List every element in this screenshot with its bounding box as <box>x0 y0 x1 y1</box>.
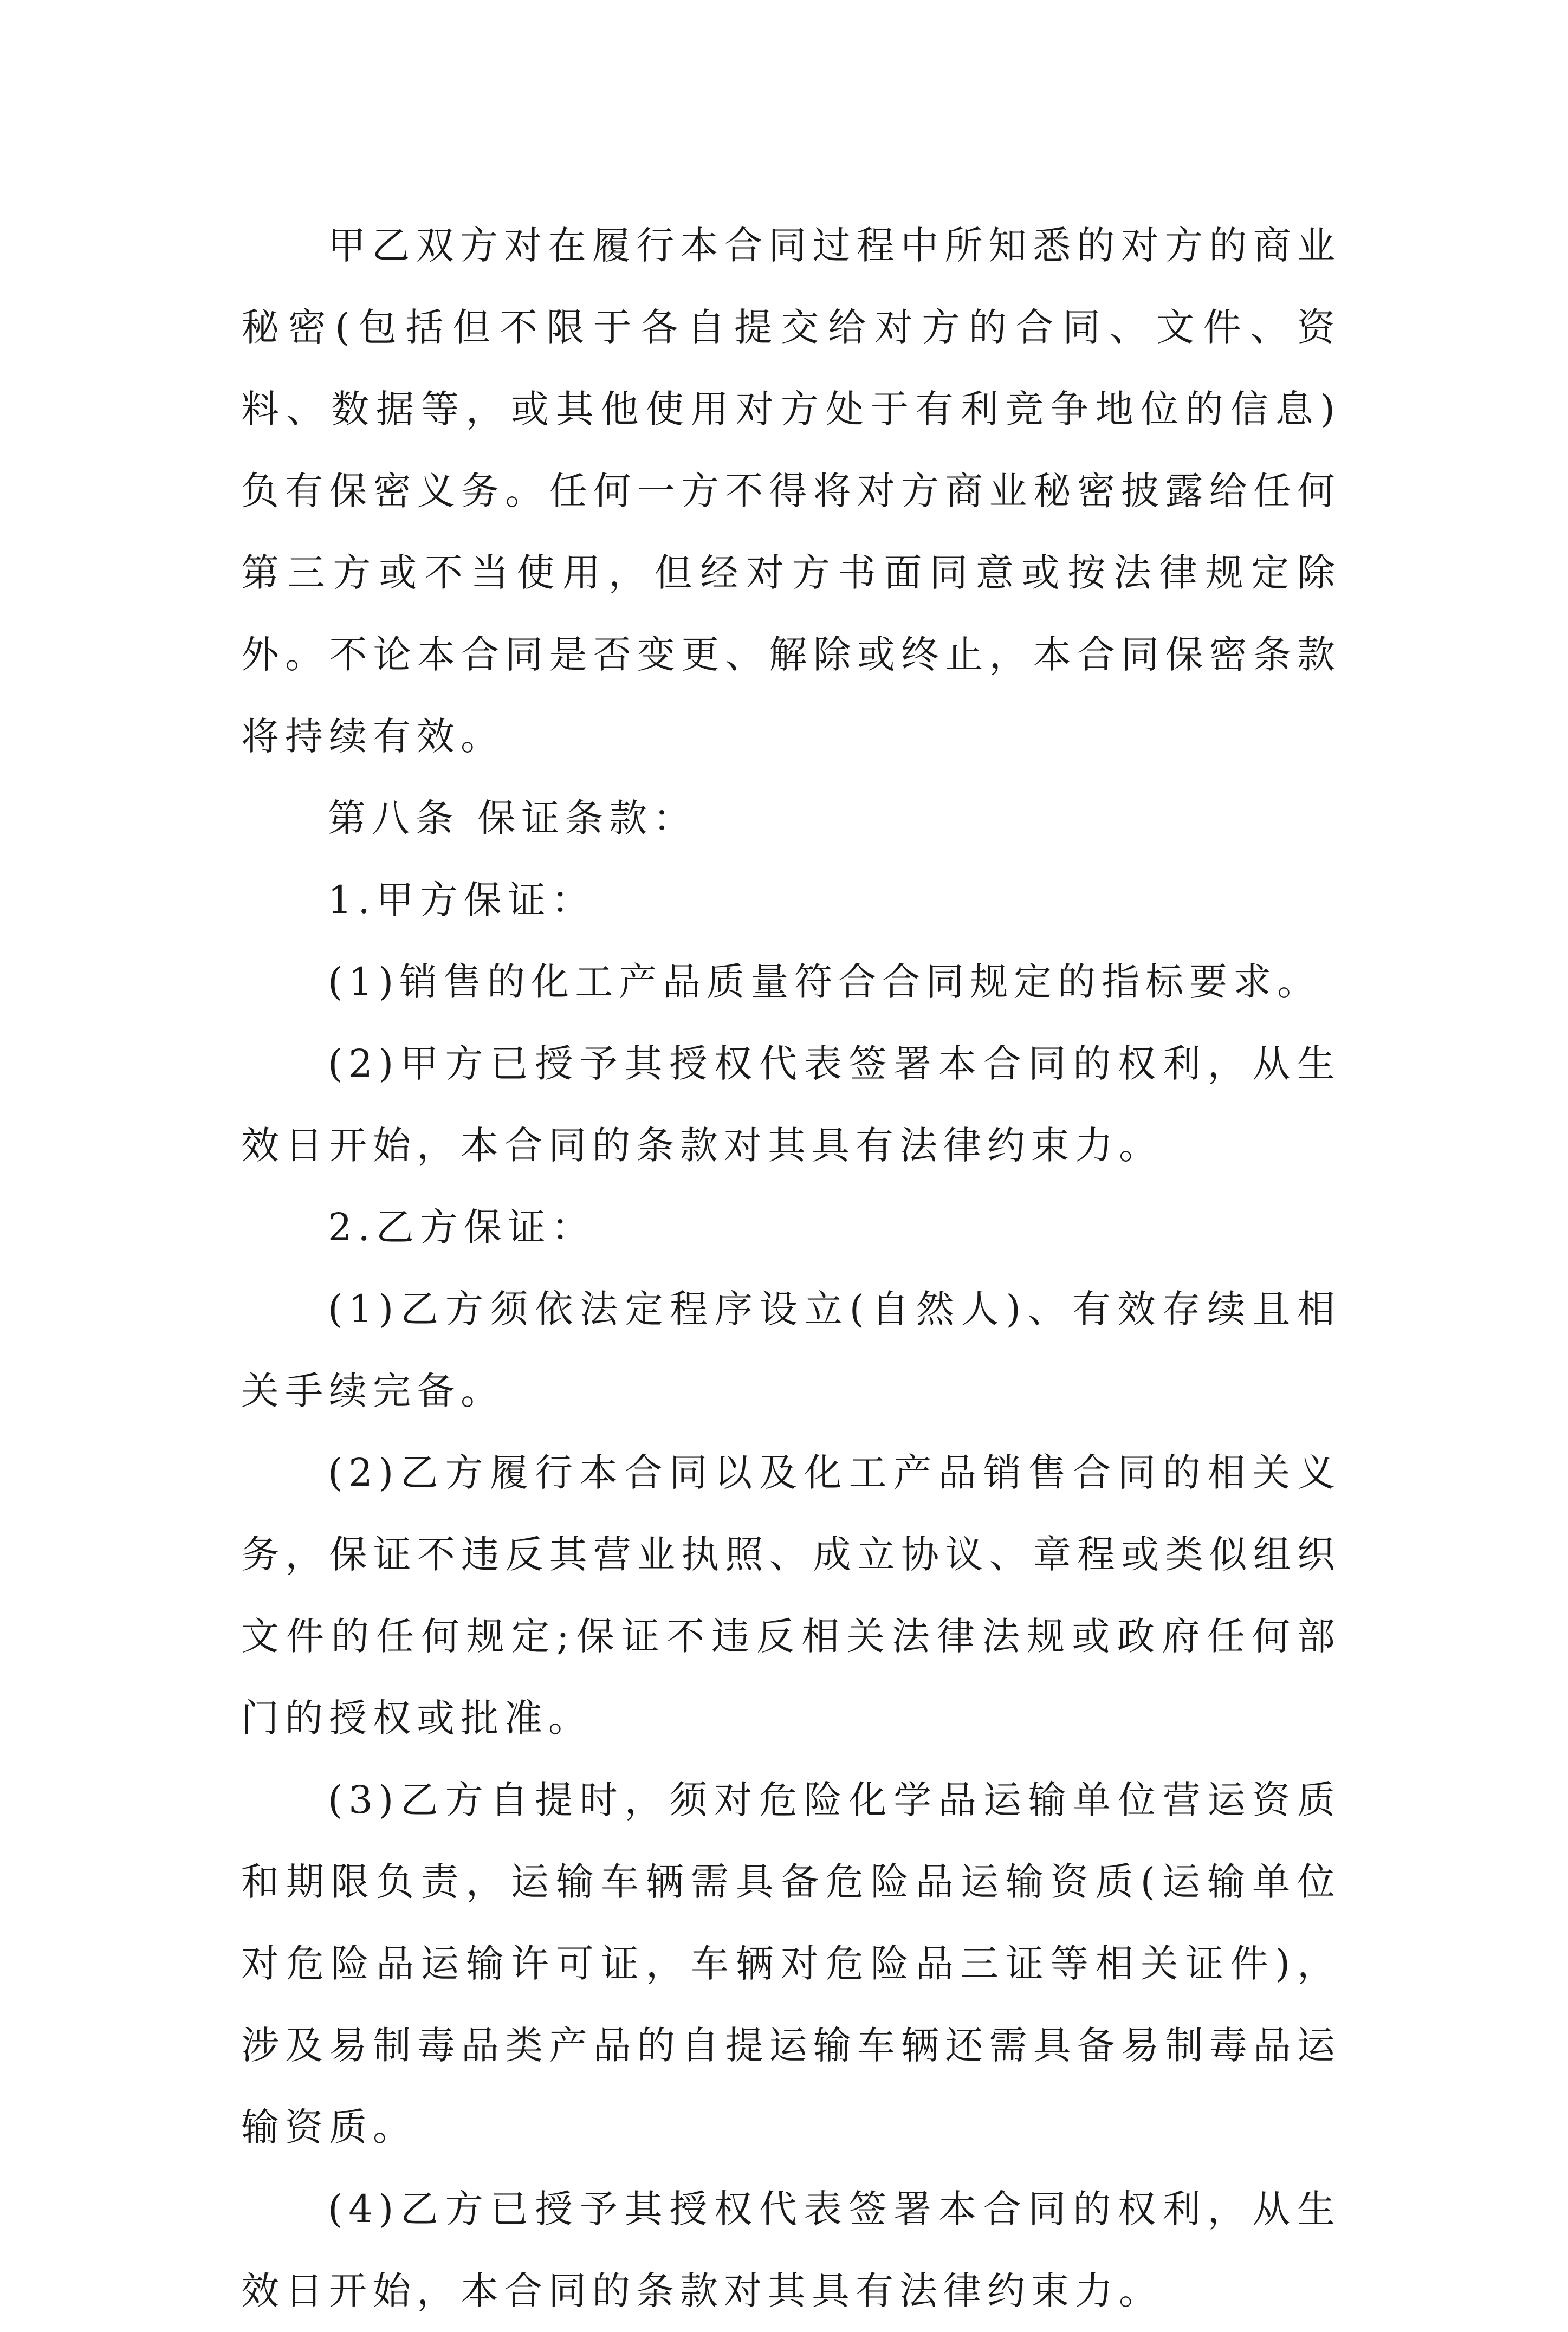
paragraph-b-1: (1)乙方须依法定程序设立(自然人)、有效存续且相关手续完备。 <box>241 1287 1341 1413</box>
heading-article-8: 第八条 保证条款： <box>328 796 697 840</box>
document-body <box>241 205 1341 2332</box>
paragraph-confidentiality: 甲乙双方对在履行本合同过程中所知悉的对方的商业秘密(包括但不限于各自提交给对方的合同、文件、资料、数据等，或其他使用对方处于有利竞争地位的信息)负有保密义务。任何一方不得将对方商业秘密披露给任何第三方或不当使用，但经对方书面同意或按法律规定除外。不论本合同是否变更、解除或终止，本合同保密条款将持续有效。 <box>241 223 1341 759</box>
paragraph-b-2: (2)乙方履行本合同以及化工产品销售合同的相关义务，保证不违反其营业执照、成立协议、章程或类似组织文件的任何规定;保证不违反相关法律法规或政府任何部门的授权或批准。 <box>241 1450 1341 1740</box>
paragraph-a-2: (2)甲方已授予其授权代表签署本合同的权利，从生效日开始，本合同的条款对其具有法律约束力。 <box>241 1041 1341 1168</box>
heading-party-b-warranty: 2.乙方保证： <box>328 1205 595 1249</box>
heading-party-a-warranty: 1.甲方保证： <box>328 878 595 922</box>
paragraph-b-4: (4)乙方已授予其授权代表签署本合同的权利，从生效日开始，本合同的条款对其具有法律约束力。 <box>241 2187 1341 2313</box>
paragraph-a-1: (1)销售的化工产品质量符合合同规定的指标要求。 <box>328 960 1321 1004</box>
paragraph-b-3: (3)乙方自提时，须对危险化学品运输单位营运资质和期限负责，运输车辆需具备危险品运输资质(运输单位对危险品运输许可证，车辆对危险品三证等相关证件)，涉及易制毒品类产品的自提运输车辆还需具备易制毒品运输资质。 <box>241 1778 1341 2149</box>
